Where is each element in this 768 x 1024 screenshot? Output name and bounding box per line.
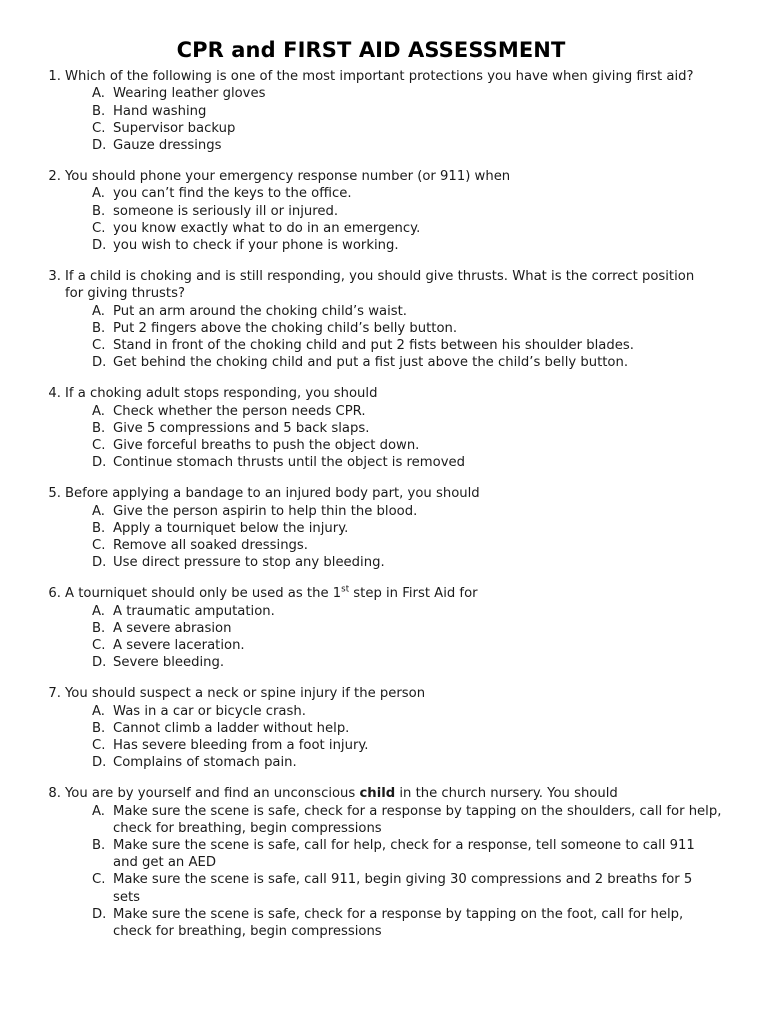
question-number: 5.	[48, 486, 61, 502]
option-text: Make sure the scene is safe, check for a response by tapping on the shoulders, call for help, check for breathing, begin compressions	[113, 803, 722, 836]
question-line	[45, 685, 715, 702]
option-item[interactable]	[92, 871, 723, 905]
question-number: 6.	[48, 586, 61, 602]
option-item[interactable]	[92, 103, 723, 120]
option-letter: C.	[92, 438, 106, 453]
option-letter: C.	[92, 872, 106, 888]
option-item[interactable]	[92, 503, 723, 520]
question-text: Before applying a bandage to an injured body part, you should	[65, 486, 480, 502]
option-list	[45, 303, 723, 372]
option-text: Cannot climb a ladder without help.	[113, 720, 350, 736]
option-text: Has severe bleeding from a foot injury.	[113, 738, 369, 754]
question-item-4	[45, 385, 723, 471]
option-letter: D.	[92, 355, 107, 371]
option-item[interactable]	[92, 554, 723, 571]
option-text: you can’t find the keys to the office.	[113, 186, 352, 202]
option-item[interactable]	[92, 85, 723, 102]
option-letter: B.	[92, 838, 106, 854]
option-letter: A.	[92, 803, 105, 819]
option-item[interactable]	[92, 754, 723, 771]
option-text: Make sure the scene is safe, check for a response by tapping on the foot, call for help, check for breathing, begin compressions	[113, 906, 684, 940]
question-line	[45, 168, 715, 185]
option-text: Supervisor backup	[113, 120, 236, 136]
question-text: You should phone your emergency response number (or 911) when	[65, 169, 511, 185]
option-letter: C.	[92, 220, 106, 236]
option-letter: B.	[92, 720, 106, 736]
option-item[interactable]	[92, 420, 723, 437]
ordinal-suffix: st	[341, 585, 350, 596]
option-item[interactable]	[92, 237, 723, 254]
option-item[interactable]	[92, 737, 723, 754]
option-item[interactable]	[92, 403, 723, 420]
option-letter: B.	[92, 103, 106, 119]
option-text: A traumatic amputation.	[113, 603, 275, 619]
page-title: CPR and FIRST AID ASSESSMENT	[176, 38, 566, 62]
option-item[interactable]	[92, 437, 723, 454]
option-list	[45, 403, 723, 472]
option-text: Give the person aspirin to help thin the blood.	[113, 503, 418, 519]
option-letter: D.	[92, 237, 107, 253]
option-item[interactable]	[92, 620, 723, 637]
question-item-1	[45, 68, 723, 154]
option-text: Was in a car or bicycle crash.	[113, 703, 306, 719]
question-line	[45, 268, 715, 302]
option-item[interactable]	[92, 454, 723, 471]
question-text: You should suspect a neck or spine injury if the person	[65, 686, 426, 702]
option-text: Complains of stomach pain.	[113, 755, 297, 771]
question-item-8	[45, 785, 723, 940]
option-text: Continue stomach thrusts until the object is removed	[113, 455, 465, 471]
option-item[interactable]	[92, 120, 723, 137]
option-list	[45, 503, 723, 572]
option-letter: B.	[92, 520, 106, 536]
question-number: 3.	[48, 269, 61, 285]
option-letter: C.	[92, 638, 106, 654]
option-list	[45, 703, 723, 772]
question-number: 8.	[48, 786, 61, 802]
option-letter: B.	[92, 420, 106, 436]
question-text-part-before: A tourniquet should only be used as the 1	[65, 586, 342, 602]
option-item[interactable]	[92, 203, 723, 220]
option-item[interactable]	[92, 703, 723, 720]
question-text	[65, 785, 715, 802]
option-text: Wearing leather gloves	[113, 86, 266, 102]
question-item-3	[45, 268, 723, 371]
option-list	[45, 85, 723, 154]
option-letter: D.	[92, 455, 107, 471]
option-text: Make sure the scene is safe, call 911, begin giving 30 compressions and 2 breaths for 5 sets	[113, 872, 693, 905]
option-item[interactable]	[92, 137, 723, 154]
question-number: 2.	[48, 169, 61, 185]
question-number: 1.	[48, 69, 61, 85]
option-text: Hand washing	[113, 103, 207, 119]
option-text: Put an arm around the choking child’s waist.	[113, 303, 408, 319]
option-text: you know exactly what to do in an emergency.	[113, 220, 421, 236]
option-item[interactable]	[92, 603, 723, 620]
option-letter: B.	[92, 620, 106, 636]
option-text: A severe abrasion	[113, 620, 232, 636]
option-text: you wish to check if your phone is working.	[113, 237, 399, 253]
option-list	[45, 803, 723, 941]
question-item-2	[45, 168, 723, 254]
option-item[interactable]	[92, 520, 723, 537]
question-text-part-after: step in First Aid for	[349, 586, 478, 602]
question-line	[45, 385, 715, 402]
option-letter: D.	[92, 137, 107, 153]
option-item[interactable]	[92, 720, 723, 737]
question-number: 4.	[48, 386, 61, 402]
option-letter: C.	[92, 337, 106, 353]
emphasized-word: child	[359, 786, 396, 802]
option-letter: A.	[92, 186, 105, 202]
option-list	[45, 603, 723, 672]
question-text-part-after: in the church nursery. You should	[395, 786, 618, 802]
question-item-7	[45, 685, 723, 771]
option-text: Stand in front of the choking child and put 2 fists between his shoulder blades.	[113, 337, 634, 353]
option-letter: A.	[92, 86, 105, 102]
option-text: Make sure the scene is safe, call for help, check for a response, tell someone to call 911 and get an AED	[113, 838, 695, 871]
question-item-5	[45, 485, 723, 571]
option-letter: D.	[92, 755, 107, 771]
option-text: Apply a tourniquet below the injury.	[113, 520, 349, 536]
option-text: Severe bleeding.	[113, 655, 225, 671]
option-letter: D.	[92, 555, 107, 571]
option-item[interactable]	[92, 906, 723, 940]
option-text: Check whether the person needs CPR.	[113, 403, 366, 419]
question-item-6	[45, 585, 723, 671]
option-letter: C.	[92, 738, 106, 754]
option-text: Gauze dressings	[113, 137, 222, 153]
option-text: someone is seriously ill or injured.	[113, 203, 339, 219]
option-item[interactable]	[92, 337, 723, 354]
option-text: Get behind the choking child and put a fist just above the child’s belly button.	[113, 355, 629, 371]
option-letter: B.	[92, 320, 106, 336]
option-text: Use direct pressure to stop any bleeding.	[113, 555, 385, 571]
question-text: If a choking adult stops responding, you should	[65, 386, 378, 402]
option-item[interactable]	[92, 303, 723, 320]
option-letter: B.	[92, 203, 106, 219]
question-list	[45, 68, 723, 940]
question-number: 7.	[48, 686, 61, 702]
question-line	[45, 68, 715, 85]
question-text: Which of the following is one of the most important protections you have when giving first aid?	[65, 69, 694, 85]
option-letter: C.	[92, 120, 106, 136]
option-letter: A.	[92, 303, 105, 319]
option-item[interactable]	[92, 537, 723, 554]
option-text: Remove all soaked dressings.	[113, 538, 308, 554]
option-item[interactable]	[92, 354, 723, 371]
option-item[interactable]	[92, 320, 723, 337]
option-item[interactable]	[92, 803, 723, 837]
option-text: A severe laceration.	[113, 638, 245, 654]
option-item[interactable]	[92, 637, 723, 654]
option-text: Give forceful breaths to push the object down.	[113, 438, 420, 453]
option-letter: A.	[92, 403, 105, 419]
option-letter: D.	[92, 655, 107, 671]
option-letter: A.	[92, 503, 105, 519]
question-line	[45, 785, 715, 802]
option-item[interactable]	[92, 220, 723, 237]
question-line	[45, 485, 715, 502]
question-text: If a child is choking and is still responding, you should give thrusts. What is the correct position for giving thrusts?	[65, 269, 695, 302]
option-list	[45, 185, 723, 254]
option-text: Put 2 fingers above the choking child’s belly button.	[113, 320, 458, 336]
question-text-part-before: You are by yourself and find an unconscious	[65, 786, 360, 802]
option-letter: A.	[92, 603, 105, 619]
option-letter: D.	[92, 906, 107, 922]
question-text	[65, 585, 715, 602]
option-letter: A.	[92, 703, 105, 719]
option-item[interactable]	[92, 654, 723, 671]
option-item[interactable]	[92, 837, 723, 871]
option-text: Give 5 compressions and 5 back slaps.	[113, 420, 370, 436]
option-item[interactable]	[92, 185, 723, 202]
option-letter: C.	[92, 538, 106, 554]
question-line	[45, 585, 715, 602]
